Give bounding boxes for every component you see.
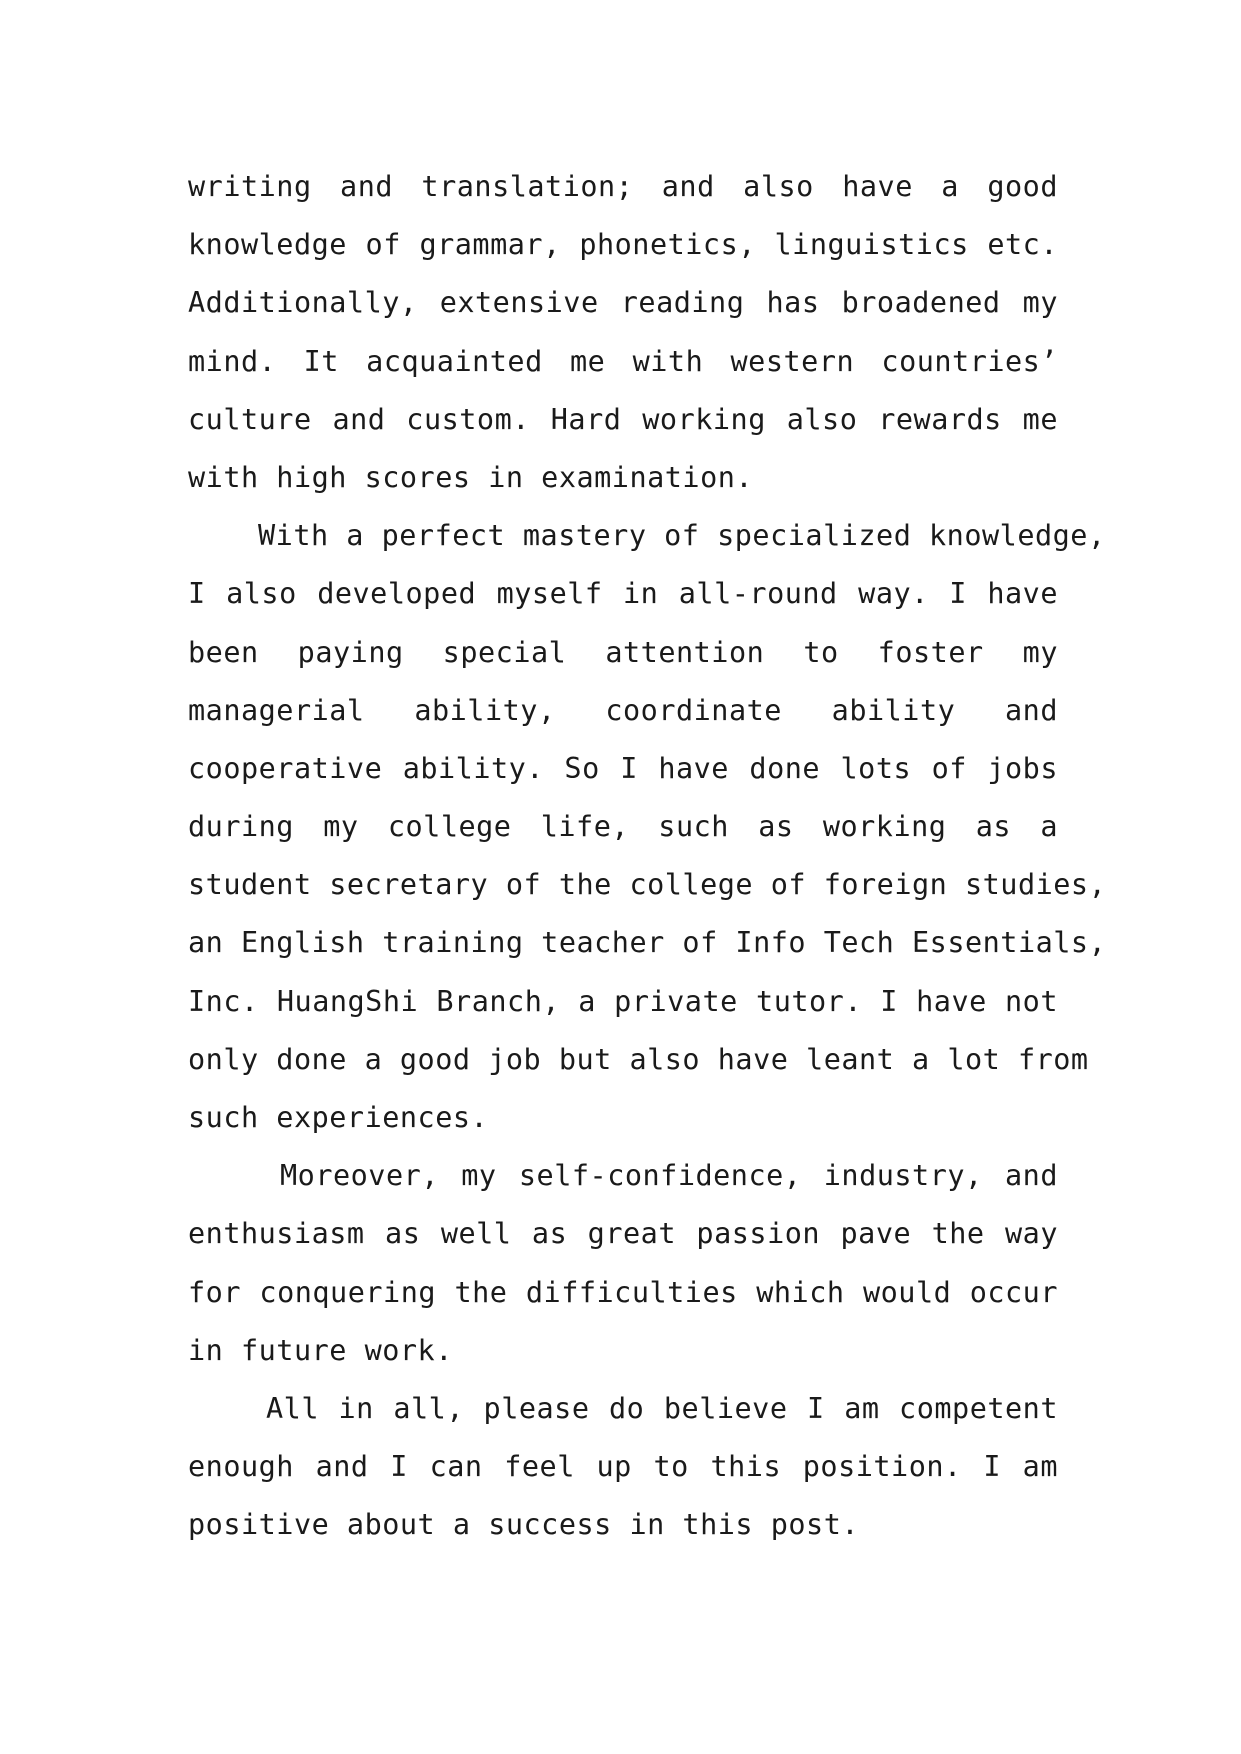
paragraph-line: with high scores in examination. <box>188 460 754 494</box>
paragraph-line: student secretary of the college of foreign studies, <box>188 868 1107 902</box>
paragraph-line: enthusiasm as well as great passion pave the way <box>188 1217 1058 1251</box>
paragraph-line: With a perfect mastery of specialized knowledge, <box>258 519 1106 553</box>
paragraph-line: enough and I can feel up to this position. I am <box>188 1450 1058 1484</box>
paragraph-2 <box>188 507 1107 1147</box>
paragraph-line: Inc. HuangShi Branch, a private tutor. I have not <box>188 984 1058 1018</box>
paragraph-4 <box>188 1380 1058 1555</box>
paragraph-line: culture and custom. Hard working also rewards me <box>188 402 1058 436</box>
paragraph-1 <box>188 158 1058 507</box>
paragraph-line: Moreover, my self-confidence, industry, and <box>280 1159 1058 1193</box>
paragraph-line: I also developed myself in all-round way. I have <box>188 577 1058 611</box>
paragraph-line: knowledge of grammar, phonetics, linguistics etc. <box>188 228 1058 262</box>
paragraph-line: been paying special attention to foster my <box>188 635 1058 669</box>
paragraph-line: positive about a success in this post. <box>188 1508 860 1542</box>
paragraph-line: mind. It acquainted me with western countries’ <box>188 344 1058 378</box>
paragraph-line: cooperative ability. So I have done lots of jobs <box>188 751 1058 785</box>
paragraph-line: writing and translation; and also have a good <box>188 170 1058 203</box>
paragraph-line: All in all, please do believe I am competent <box>266 1391 1058 1425</box>
paragraph-line: for conquering the difficulties which would occur <box>188 1275 1058 1309</box>
paragraph-line: such experiences. <box>188 1101 489 1134</box>
paragraph-line: an English training teacher of Info Tech Essentials, <box>188 926 1107 960</box>
document-body <box>188 158 1107 1555</box>
paragraph-line: managerial ability, coordinate ability and <box>188 693 1058 727</box>
paragraph-line: Additionally, extensive reading has broadened my <box>188 286 1058 320</box>
paragraph-line: in future work. <box>188 1333 453 1367</box>
paragraph-line: only done a good job but also have leant a lot from <box>188 1042 1089 1076</box>
paragraph-3 <box>188 1147 1058 1380</box>
paragraph-line: during my college life, such as working as a <box>188 810 1058 844</box>
